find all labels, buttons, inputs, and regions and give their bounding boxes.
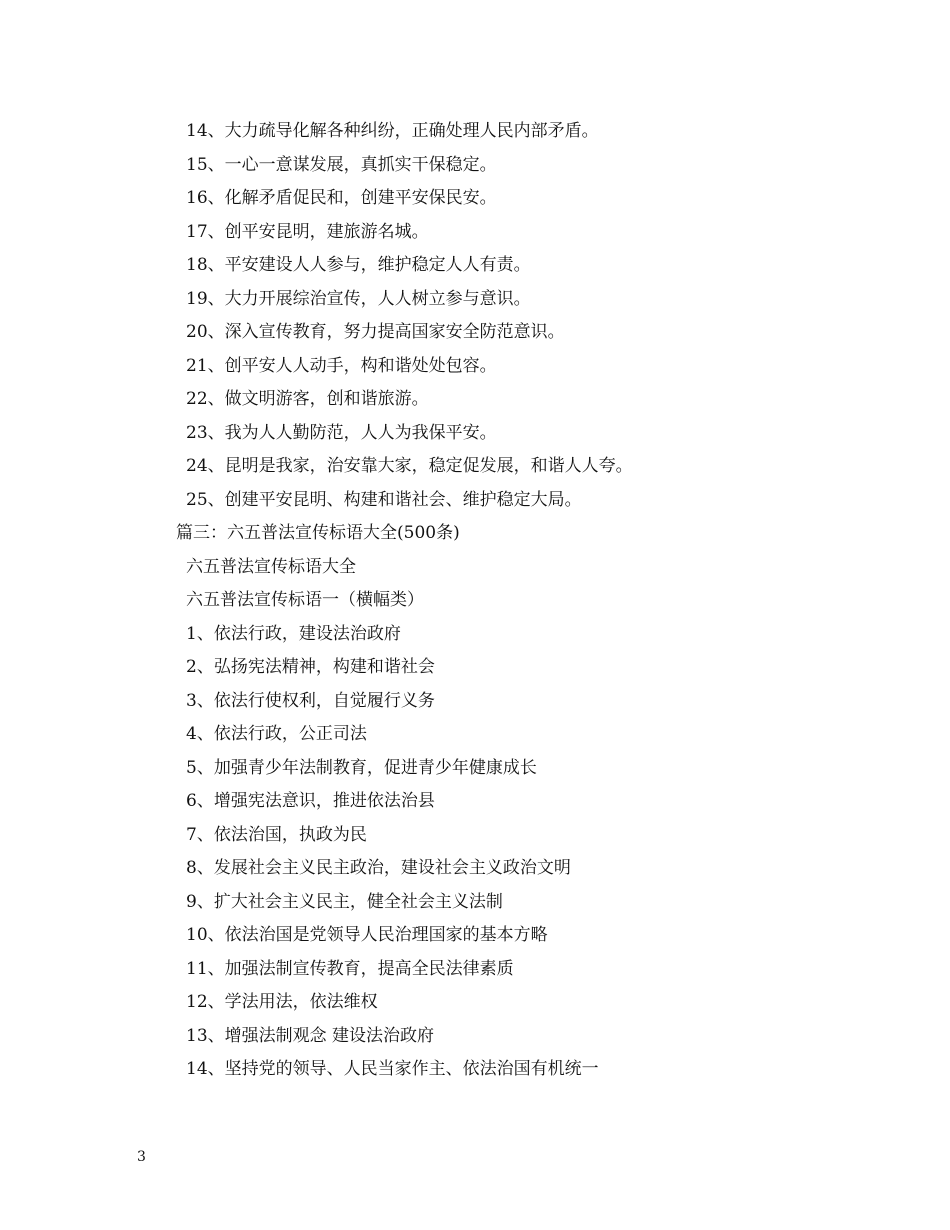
text-line: 17、创平安昆明，建旅游名城。 — [186, 221, 429, 242]
text-line: 20、深入宣传教育，努力提高国家安全防范意识。 — [186, 322, 565, 342]
text-line: 15、一心一意谋发展，真抓实干保稳定。 — [186, 154, 497, 175]
text-line: 18、平安建设人人参与，维护稳定人人有责。 — [186, 255, 531, 275]
text-line: 23、我为人人勤防范，人人为我保平安。 — [186, 422, 497, 443]
text-line: 7、依法治国，执政为民 — [186, 824, 367, 845]
text-body — [0, 115, 950, 1087]
text-line: 22、做文明游客，创和谐旅游。 — [186, 389, 429, 409]
text-line: 4、依法行政，公正司法 — [186, 724, 367, 744]
text-line: 六五普法宣传标语大全 — [186, 556, 356, 577]
text-line: 12、学法用法，依法维权 — [186, 992, 378, 1012]
text-line: 六五普法宣传标语一（横幅类） — [186, 590, 424, 610]
section-heading: 篇三：六五普法宣传标语大全(500条) — [176, 523, 460, 543]
text-line: 11、加强法制宣传教育，提高全民法律素质 — [186, 958, 514, 979]
text-line: 21、创平安人人动手，构和谐处处包容。 — [186, 355, 497, 376]
text-line: 1、依法行政，建设法治政府 — [186, 623, 401, 644]
text-line: 19、大力开展综治宣传，人人树立参与意识。 — [186, 288, 531, 309]
text-line: 8、发展社会主义民主政治，建设社会主义政治文明 — [186, 858, 571, 878]
text-line: 3、依法行使权利，自觉履行义务 — [186, 690, 435, 711]
text-line: 13、增强法制观念 建设法治政府 — [186, 1025, 435, 1046]
text-line: 14、大力疏导化解各种纠纷，正确处理人民内部矛盾。 — [186, 121, 599, 141]
text-line: 16、化解矛盾促民和，创建平安保民安。 — [186, 188, 497, 208]
text-line: 24、昆明是我家，治安靠大家，稳定促发展，和谐人人夸。 — [186, 456, 633, 476]
text-line: 25、创建平安昆明、构建和谐社会、维护稳定大局。 — [186, 489, 582, 510]
text-line: 14、坚持党的领导、人民当家作主、依法治国有机统一 — [186, 1059, 599, 1079]
text-line: 9、扩大社会主义民主，健全社会主义法制 — [186, 891, 503, 912]
text-line: 6、增强宪法意识，推进依法治县 — [186, 791, 435, 811]
text-line: 2、弘扬宪法精神，构建和谐社会 — [186, 657, 435, 677]
text-line: 5、加强青少年法制教育，促进青少年健康成长 — [186, 757, 537, 778]
page-number: 3 — [137, 1149, 146, 1165]
text-line: 10、依法治国是党领导人民治理国家的基本方略 — [186, 925, 548, 945]
